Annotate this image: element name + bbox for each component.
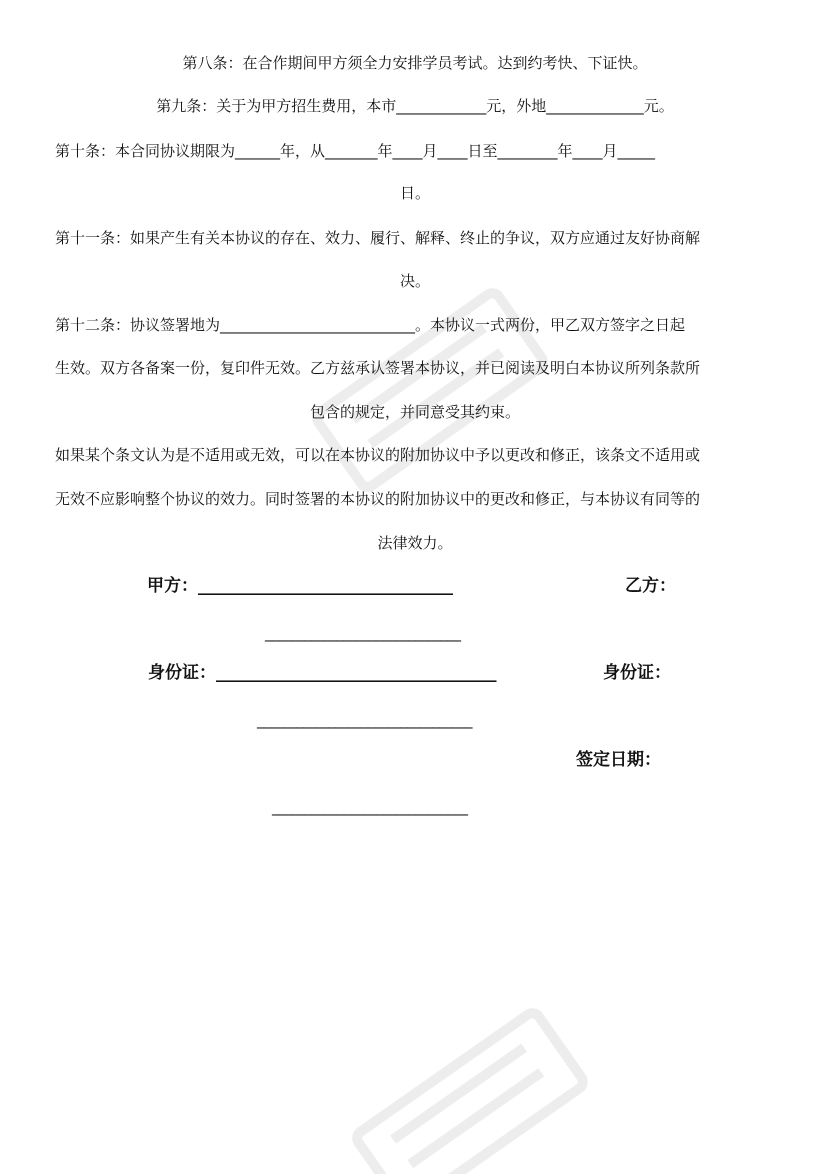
- clause-11-line-2: 决。: [399, 272, 430, 290]
- clause-10-line-1: 第十条：本合同协议期限为______年，从_______年____月____日至________年____月_____: [55, 142, 656, 160]
- clause-12-line-1: 第十二条：协议签署地为__________________________。本协议一式两份，甲乙双方签字之日起: [55, 316, 686, 334]
- clause-9: 第九条：关于为甲方招生费用，本市____________元，外地_____________元。: [156, 97, 674, 115]
- sign-date-label: 签定日期：: [576, 750, 661, 770]
- clause-11-line-1: 第十一条：如果产生有关本协议的存在、效力、履行、解释、终止的争议，双方应通过友好协商解: [55, 229, 701, 247]
- clause-8: 第八条：在合作期间甲方须全力安排学员考试。达到约考快、下证快。: [182, 54, 648, 72]
- party-a-signature: 甲方：______________________________: [147, 576, 453, 596]
- id-a-field: 身份证：_________________________________: [148, 663, 497, 683]
- clause-12-line-2: 生效。双方各备案一份，复印件无效。乙方兹承认签署本协议，并已阅读及明白本协议所列条款所: [55, 359, 701, 377]
- id-b-label: 身份证：: [603, 663, 671, 683]
- extra-clause-line-3: 法律效力。: [377, 534, 453, 552]
- clause-12-line-3: 包含的规定，并同意受其约束。: [309, 403, 520, 421]
- sign-date-line: ______________________________: [272, 798, 467, 816]
- party-b-label: 乙方：: [625, 576, 676, 596]
- party-b-signature-line: ______________________________: [265, 624, 460, 642]
- extra-clause-line-2: 无效不应影响整个协议的效力。同时签署的本协议的附加协议中的更改和修正，与本协议有同等的: [55, 490, 701, 508]
- id-b-line: _________________________________: [257, 711, 472, 729]
- clause-10-line-2: 日。: [399, 184, 430, 202]
- extra-clause-line-1: 如果某个条文认为是不适用或无效，可以在本协议的附加协议中予以更改和修正，该条文不适用或: [55, 446, 701, 464]
